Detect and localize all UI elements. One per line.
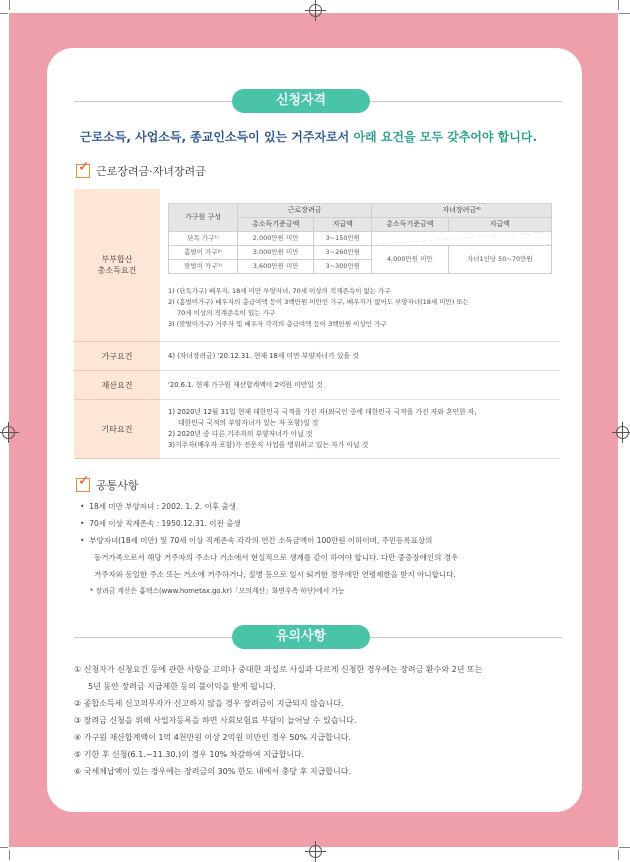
headline-part1: 근로소득, 사업소득, 종교인소득이 있는 거주자로서 bbox=[80, 130, 354, 144]
household-req-label: 가구요건 bbox=[74, 342, 160, 371]
notice-item: ③ 장려금 신청을 위해 사업자등록을 하면 사회보험료 부담이 늘어날 수 있습니다. bbox=[74, 716, 357, 725]
notice-item: ⑤ 기한 후 신청(6.1.~11.30.)의 경우 10% 차감하여 지급합니다. bbox=[74, 750, 305, 759]
crop-mark bbox=[618, 0, 619, 10]
other-line: 2) 2020년 중 다른 거주자의 부양자녀가 아닐 것 bbox=[168, 430, 313, 438]
table-row bbox=[169, 245, 552, 259]
col-household: 가구원 구성 bbox=[169, 203, 238, 231]
col-child-income: 총소득기준금액 bbox=[372, 217, 448, 231]
income-req-content bbox=[160, 189, 560, 342]
row-income: 2,000만원 미만 bbox=[238, 231, 314, 245]
registration-mark-icon bbox=[2, 426, 15, 439]
row-pay: 3~150만원 bbox=[314, 231, 372, 245]
row-income: 3,600만원 미만 bbox=[238, 259, 314, 273]
registration-mark-icon bbox=[309, 4, 322, 17]
other-req-content bbox=[160, 400, 560, 459]
list-item: • 70세 이상 직계존속 : 1950.12.31. 이전 출생 bbox=[80, 519, 241, 528]
common-b3: 부양자녀(18세 미만) 및 70세 이상 직계존속 각각의 연간 소득금액이 100만원 이하이며, 주민등록표상의 bbox=[89, 536, 433, 545]
col-work-pay: 지급액 bbox=[314, 217, 372, 231]
other-line: 3)거주자(배우자 포함)가 전문직 사업을 영위하고 있는 자가 아닐 것 bbox=[168, 441, 369, 449]
crop-mark bbox=[619, 847, 630, 848]
notice-item: ② 종합소득세 신고의무자가 신고하지 않을 경우 장려금이 지급되지 않습니다. bbox=[74, 699, 344, 708]
other-line: 대한민국 국적의 부양자녀가 있는 자 포함)일 것 bbox=[178, 419, 319, 427]
property-req-text: '20.6.1. 현재 가구원 재산합계액이 2억원 미만일 것 bbox=[160, 371, 560, 400]
list-item: • 부양자녀(18세 미만) 및 70세 이상 직계존속 각각의 연간 소득금액이 100만원 이하이며, 주민등록표상의 bbox=[80, 536, 433, 545]
crop-mark bbox=[0, 847, 8, 848]
note-line: 2) (홑벌이가구) 배우자의 총급여액 등이 3백만원 미만인 가구, 배우자가 없어도 부양자녀(18세 미만) 또는 bbox=[168, 297, 469, 306]
check-icon: ✓ bbox=[76, 164, 90, 178]
common-b1: 18세 미만 부양자녀 : 2002. 1. 2. 이후 출생 bbox=[89, 502, 236, 511]
notice-item: ⑥ 국세체납액이 있는 경우에는 장려금의 30% 한도 내에서 충당 후 지급합니다. bbox=[74, 767, 352, 776]
col-child-group: 자녀장려금⁴⁾ bbox=[372, 203, 552, 217]
registration-mark-icon bbox=[309, 845, 322, 858]
col-work-group: 근로장려금 bbox=[238, 203, 372, 217]
headline bbox=[80, 128, 560, 145]
income-label-line2: 총소득요건 bbox=[97, 266, 137, 275]
child-income: 4,000만원 미만 bbox=[372, 245, 448, 273]
income-notes bbox=[168, 286, 552, 330]
row-type: 홑벌이 가구²⁾ bbox=[169, 245, 238, 259]
household-req-text: 4) (자녀장려금) '20.12.31. 현재 18세 미만 부양자녀가 있을 것 bbox=[160, 342, 560, 371]
table-row bbox=[169, 231, 552, 245]
note-line: 70세 이상의 직계존속이 있는 가구 bbox=[177, 308, 276, 317]
registration-mark-icon bbox=[616, 426, 629, 439]
common-list bbox=[80, 498, 560, 600]
row-type: 단독 가구¹⁾ bbox=[169, 231, 238, 245]
row-type: 맞벌이 가구³⁾ bbox=[169, 259, 238, 273]
notice-item: ① 신청자가 신청요건 등에 관한 사항을 고의나 중대한 과실로 사실과 다르게 신청한 경우에는 장려금 환수와 2년 또는 bbox=[74, 665, 483, 674]
col-work-income: 총소득기준금액 bbox=[238, 217, 314, 231]
notice-list bbox=[74, 661, 564, 780]
crop-mark bbox=[9, 850, 10, 860]
crop-mark bbox=[618, 850, 619, 860]
other-req-label: 기타요건 bbox=[74, 400, 160, 459]
common-b3-cont: 거주자와 동일한 주소 또는 거소에 거주하거나, 질병 등으로 일시 퇴거한 경우에만 연령제한을 받지 아니합니다. bbox=[94, 570, 456, 579]
section1-title: 근로장려금·자녀장려금 bbox=[96, 165, 206, 178]
footnote: * 장려금 계산은 홈택스(www.hometax.go.kr)「모의계산」화면우측 하단)에서 가능 bbox=[90, 587, 345, 595]
common-b2: 70세 이상 직계존속 : 1950.12.31. 이전 출생 bbox=[89, 519, 241, 528]
check-icon: ✓ bbox=[76, 478, 90, 492]
crop-mark bbox=[619, 13, 630, 14]
row-pay: 3~300만원 bbox=[314, 259, 372, 273]
notice-item-cont: 5년 동안 장려금 지급제한 등의 불이익을 받게 됩니다. bbox=[88, 682, 276, 691]
common-b3-cont: 동거가족으로서 해당 거주자의 주소나 거소에서 현실적으로 생계를 같이 하여야 합니다. 다만 중증장애인의 경우 bbox=[94, 553, 459, 562]
section2-title: 공통사항 bbox=[96, 479, 139, 492]
income-req-label bbox=[74, 189, 160, 342]
eligibility-title: 신청자격 bbox=[232, 89, 370, 113]
crop-mark bbox=[9, 0, 10, 10]
note-line: 3) (맞벌이가구) 거주자 및 배우자 각각의 총급여액 등이 3백만원 이상인 가구 bbox=[168, 319, 387, 328]
empty-cell bbox=[372, 231, 552, 245]
row-income: 3,000만원 미만 bbox=[238, 245, 314, 259]
child-pay: 자녀1인당 50~70만원 bbox=[448, 245, 551, 273]
list-item: • 18세 미만 부양자녀 : 2002. 1. 2. 이후 출생 bbox=[80, 502, 236, 511]
income-threshold-table bbox=[168, 203, 552, 274]
row-pay: 3~260만원 bbox=[314, 245, 372, 259]
headline-part2: 아래 요건을 모두 갖추어야 합니다. bbox=[353, 130, 538, 144]
other-line: 1) 2020년 12월 31일 현재 대한민국 국적을 가진 자(외국인 중에 대한민국 국적을 가진 자와 혼인한 자, bbox=[168, 408, 477, 416]
col-child-pay: 지급액 bbox=[448, 217, 551, 231]
notice-title: 유의사항 bbox=[232, 625, 370, 649]
income-label-line1: 부부합산 bbox=[101, 255, 133, 264]
requirements-table bbox=[74, 189, 560, 459]
crop-mark bbox=[0, 13, 8, 14]
note-line: 1) (단독가구) 배우자, 18세 미만 부양자녀, 70세 이상의 직계존속이 없는 가구 bbox=[168, 286, 391, 295]
notice-item: ④ 가구원 재산합계액이 1억 4천만원 이상 2억원 미만인 경우 50% 지급합니다. bbox=[74, 733, 351, 742]
property-req-label: 재산요건 bbox=[74, 371, 160, 400]
